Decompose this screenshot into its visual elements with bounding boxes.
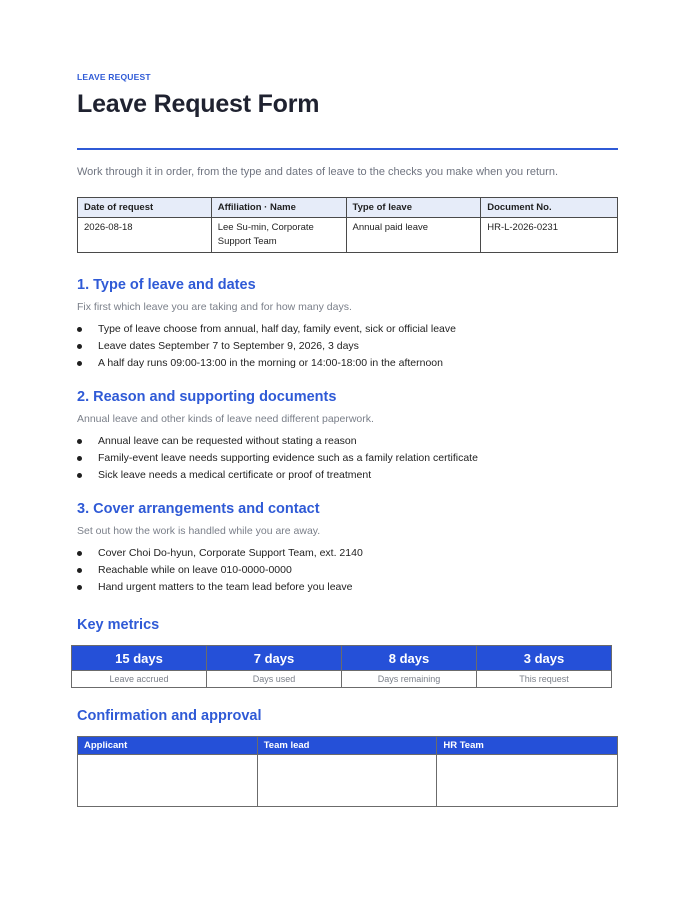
- info-header-row: [78, 198, 618, 218]
- bullet-icon: [77, 327, 82, 332]
- bullet-icon: [77, 473, 82, 478]
- list-item: [77, 562, 618, 579]
- bullet-icon: [77, 568, 82, 573]
- info-value-date: 2026-08-18: [78, 218, 212, 253]
- info-value-docno: HR-L-2026-0231: [481, 218, 618, 253]
- document-eyebrow: LEAVE REQUEST: [77, 72, 151, 82]
- list-item-text: Leave dates September 7 to September 9, 2026, 3 days: [98, 340, 359, 352]
- intro-text: Work through it in order, from the type and dates of leave to the checks you make when you return.: [77, 166, 559, 178]
- section-leave-type: [77, 277, 618, 372]
- list-item-text: Cover Choi Do-hyun, Corporate Support Team, ext. 2140: [98, 547, 363, 559]
- bullet-icon: [77, 551, 82, 556]
- approval-header-row: [78, 737, 618, 755]
- list-item-text: Family-event leave needs supporting evidence such as a family relation certificate: [98, 452, 478, 464]
- list-item: [77, 545, 618, 562]
- metric-value-accrued: 15 days: [72, 646, 207, 671]
- approval-signature-row: [78, 755, 618, 807]
- approval-heading-block: [77, 708, 618, 724]
- metrics-heading-block: [77, 617, 618, 633]
- list-item: [77, 579, 618, 596]
- section-list: [77, 321, 618, 372]
- section-subtitle: Annual leave and other kinds of leave need different paperwork.: [77, 413, 374, 425]
- info-header-affiliation: Affiliation · Name: [211, 198, 346, 218]
- signature-field-team-lead[interactable]: [257, 755, 437, 807]
- section-cover-contact: [77, 501, 618, 596]
- info-value-type: Annual paid leave: [346, 218, 481, 253]
- list-item-text: Sick leave needs a medical certificate or proof of treatment: [98, 469, 372, 481]
- approval-title: Confirmation and approval: [77, 708, 262, 724]
- metric-label-remaining: Days remaining: [342, 671, 477, 688]
- request-info-table: [77, 197, 618, 253]
- list-item-text: Type of leave choose from annual, half day, family event, sick or official leave: [98, 323, 456, 335]
- list-item-text: Reachable while on leave 010-0000-0000: [98, 564, 292, 576]
- metric-value-remaining: 8 days: [342, 646, 477, 671]
- section-subtitle: Set out how the work is handled while you are away.: [77, 525, 321, 537]
- metric-label-accrued: Leave accrued: [72, 671, 207, 688]
- info-header-type: Type of leave: [346, 198, 481, 218]
- metric-value-request: 3 days: [477, 646, 612, 671]
- metrics-value-row: [72, 646, 612, 671]
- list-item-text: A half day runs 09:00-13:00 in the morning or 14:00-18:00 in the afternoon: [98, 357, 443, 369]
- approval-header-team-lead: Team lead: [257, 737, 437, 755]
- approval-header-hr: HR Team: [437, 737, 618, 755]
- bullet-icon: [77, 344, 82, 349]
- bullet-icon: [77, 361, 82, 366]
- info-header-docno: Document No.: [481, 198, 618, 218]
- metric-label-used: Days used: [207, 671, 342, 688]
- list-item: [77, 321, 618, 338]
- section-title: 3. Cover arrangements and contact: [77, 501, 320, 517]
- list-item: [77, 355, 618, 372]
- signature-field-hr[interactable]: [437, 755, 618, 807]
- title-divider: [77, 148, 618, 150]
- list-item: [77, 338, 618, 355]
- page-title: Leave Request Form: [77, 90, 320, 118]
- bullet-icon: [77, 439, 82, 444]
- section-reason-documents: [77, 389, 618, 484]
- approval-header-applicant: Applicant: [78, 737, 258, 755]
- section-subtitle: Fix first which leave you are taking and for how many days.: [77, 301, 352, 313]
- key-metrics-table: [71, 645, 612, 688]
- info-value-affiliation: Lee Su-min, Corporate Support Team: [211, 218, 346, 253]
- section-list: [77, 545, 618, 596]
- list-item: [77, 450, 618, 467]
- list-item: [77, 433, 618, 450]
- metrics-title: Key metrics: [77, 617, 160, 633]
- list-item: [77, 467, 618, 484]
- bullet-icon: [77, 456, 82, 461]
- info-header-date: Date of request: [78, 198, 212, 218]
- section-list: [77, 433, 618, 484]
- list-item-text: Hand urgent matters to the team lead before you leave: [98, 581, 353, 593]
- info-value-row: [78, 218, 618, 253]
- section-title: 2. Reason and supporting documents: [77, 389, 337, 405]
- metric-value-used: 7 days: [207, 646, 342, 671]
- bullet-icon: [77, 585, 82, 590]
- list-item-text: Annual leave can be requested without stating a reason: [98, 435, 357, 447]
- section-title: 1. Type of leave and dates: [77, 277, 256, 293]
- signature-field-applicant[interactable]: [78, 755, 258, 807]
- metrics-label-row: [72, 671, 612, 688]
- metric-label-request: This request: [477, 671, 612, 688]
- approval-table: [77, 736, 618, 807]
